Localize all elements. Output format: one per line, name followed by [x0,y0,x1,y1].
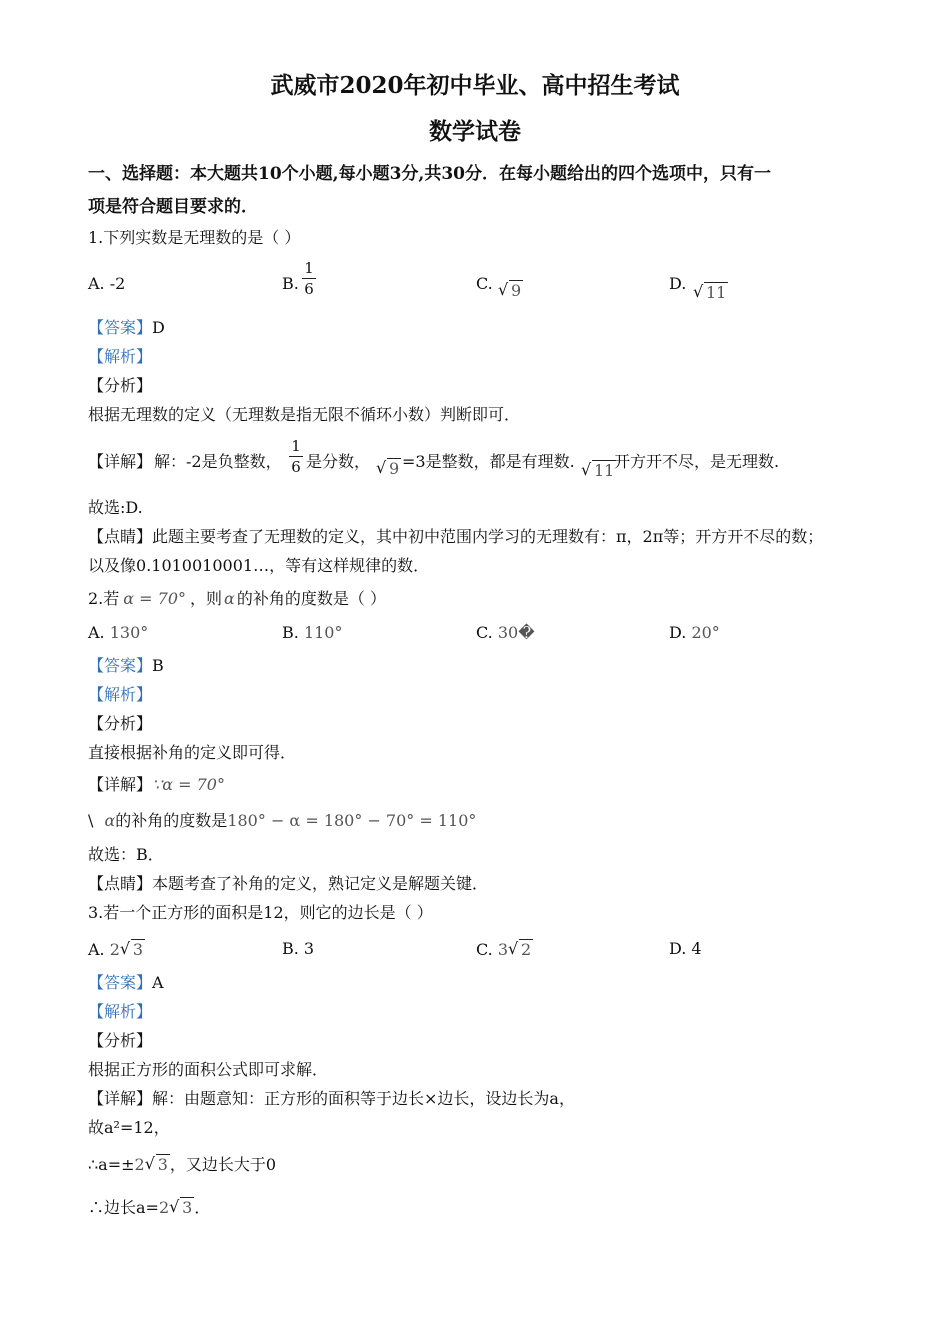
q1-detail-fraction [288,438,304,475]
q3-step2: ∴a=±2 √ 3 ，又边长大于0 [88,1154,277,1174]
section-heading-line2: 项是符合题目要求的． [88,197,258,217]
q1-option-b-denominator: 6 [304,280,314,298]
q1-detail-sqrt9: √ 9 [376,458,400,478]
q3-answer-label: 【答案】 [88,973,153,992]
q1-option-c-radicand: 9 [511,281,522,300]
q3-answer-row [88,973,164,993]
q1-answer-value: D [152,318,165,337]
exam-title: 武威市2020年初中毕业、高中招生考试 [270,72,680,99]
q2-option-c-label: C. [476,623,493,642]
q2-option-b [282,623,342,643]
q2-comment-row [88,874,488,894]
q3-option-a-radicand: 3 [132,940,144,959]
q2-option-b-label: B. [282,623,299,642]
q1-comment-label: 【点睛】 [88,527,153,546]
q3-fenxi-text: 根据正方形的面积公式即可求解． [88,1060,329,1079]
q1-option-b-label: B. [282,274,299,293]
q1-option-d-sqrt: √ 11 [693,282,727,302]
q1-detail-part2: 是分数， [306,452,371,471]
q2-line2-alpha: α [104,811,116,830]
q3-analysis-label: 【解析】 [88,1002,153,1021]
q2-answer-label: 【答案】 [88,656,153,675]
q2-fenxi-text: 直接根据补角的定义即可得． [88,743,297,762]
q3-option-c: C. 3 √ 2 [476,939,532,959]
q1-detail-part1: 解：-2是负整数， [154,452,282,471]
q2-fenxi-label: 【分析】 [88,714,153,733]
q2-comment-label: 【点睛】 [88,874,153,893]
q3-option-c-coef: 3 [497,940,509,959]
q2-option-b-value: 110° [303,623,343,642]
q2-line2-math: 180° − α = 180° − 70° = 110° [227,811,477,830]
q1-detail-part4: 开方开不尽，是无理数. [614,452,780,471]
q2-analysis-label: 【解析】 [88,685,153,704]
q1-option-c-label: C. [476,274,493,293]
q1-analysis-label: 【解析】 [88,347,153,366]
q3-detail-row [88,1089,575,1109]
q3-stem: 3.若一个正方形的面积是12，则它的边长是（ ） [88,903,433,922]
q3-option-a: A. 2 √ 3 [88,939,144,959]
q2-detail-row [88,775,225,795]
q1-detail-part3: =3是整数，都是有理数. [402,452,575,471]
q1-fenxi-label: 【分析】 [88,376,153,395]
q2-option-c [476,623,535,643]
q3-step3-coef: 2 [158,1198,170,1217]
q1-option-b-numerator: 1 [304,259,314,277]
q1-comment-line1: 此题主要考查了无理数的定义，其中初中范围内学习的无理数有：π，2π等；开方开不尽的数； [152,527,824,546]
q2-detail-line2 [88,811,476,831]
q3-step3-suffix: ． [194,1198,211,1217]
q2-comment-text: 本题考查了补角的定义，熟记定义是解题关键． [152,874,489,893]
q1-answer-label: 【答案】 [88,318,153,337]
q1-comment-line2: 以及像0.1010010001…，等有这样规律的数． [88,556,430,575]
q1-detail-sqrt11-radicand: 11 [594,461,615,480]
q1-option-a: A. -2 [88,274,126,293]
q2-stem-part3: 的补角的度数是（ ） [236,589,386,608]
q3-detail-label: 【详解】 [88,1089,153,1108]
q2-stem-alpha: α [224,589,235,608]
q2-stem [88,589,386,609]
q1-option-b-fraction [301,260,317,297]
q3-step2-coef: 2 [134,1155,145,1174]
q3-option-c-label: C. [476,940,493,959]
q2-option-a-value: 130° [109,623,149,642]
q2-option-d-value: 20° [691,623,720,642]
q1-stem: 1.下列实数是无理数的是（ ） [88,228,301,247]
q3-option-a-coef: 2 [109,940,120,959]
q1-option-c-sqrt: √ 9 [498,280,522,300]
q1-detail-sqrt9-radicand: 9 [389,459,400,478]
q2-conclusion: 故选：B． [88,845,164,864]
q3-step2-prefix: ∴a=± [88,1155,135,1174]
q3-step1: 故a²=12， [88,1118,170,1137]
q2-option-a-label: A. [88,623,105,642]
q2-stem-part2: ，则 [190,589,223,608]
q1-detail-label: 【详解】 [88,452,153,471]
q3-option-d: D. 4 [669,939,702,958]
q3-option-b: B. 3 [282,939,315,958]
q2-line2-prefix: \ [88,811,94,830]
q1-detail-denominator: 6 [291,458,301,476]
q2-option-d [669,623,720,643]
q3-answer-value: A [152,973,164,992]
q2-answer-row [88,656,164,676]
q2-detail-label: 【详解】 [88,775,153,794]
section-heading-line1: 一、选择题：本大题共10个小题,每小题3分,共30分．在每小题给出的四个选项中，只有一 [88,164,771,184]
exam-subtitle: 数学试卷 [429,118,521,145]
q2-option-c-value: 30� [497,623,535,642]
q3-fenxi-label: 【分析】 [88,1031,153,1050]
q2-option-a [88,623,148,643]
q3-option-a-label: A. [88,940,105,959]
q1-comment-row [88,527,823,547]
q3-detail-text: 解：由题意知：正方形的面积等于边长×边长，设边长为a， [152,1089,575,1108]
q2-line2-text: 的补角的度数是 [115,811,228,830]
q2-stem-math: α = 70° [123,589,187,608]
q3-step3-radicand: 3 [182,1198,193,1217]
q3-step3-prefix: ∴边长a= [88,1198,159,1217]
q2-answer-value: B [152,656,164,675]
q3-step2-radicand: 3 [157,1155,168,1174]
q1-conclusion: 故选:D. [88,498,143,517]
q1-option-d-radicand: 11 [706,283,727,302]
q2-stem-part1: 2.若 [88,589,120,608]
q3-step2-suffix: ，又边长大于0 [169,1155,277,1174]
q1-detail-sqrt11: √ 11 [581,460,615,480]
q2-option-d-label: D. [669,623,687,642]
q1-answer-row [88,318,165,338]
q3-step3: ∴边长a=2 √ 3 ． [88,1197,211,1217]
q3-option-c-radicand: 2 [521,940,532,959]
q1-detail-numerator: 1 [291,437,301,455]
q1-option-d-label: D. [669,274,687,293]
q2-detail-math: ∵α = 70° [152,775,225,794]
q1-fenxi-text: 根据无理数的定义（无理数是指无限不循环小数）判断即可． [88,405,521,424]
